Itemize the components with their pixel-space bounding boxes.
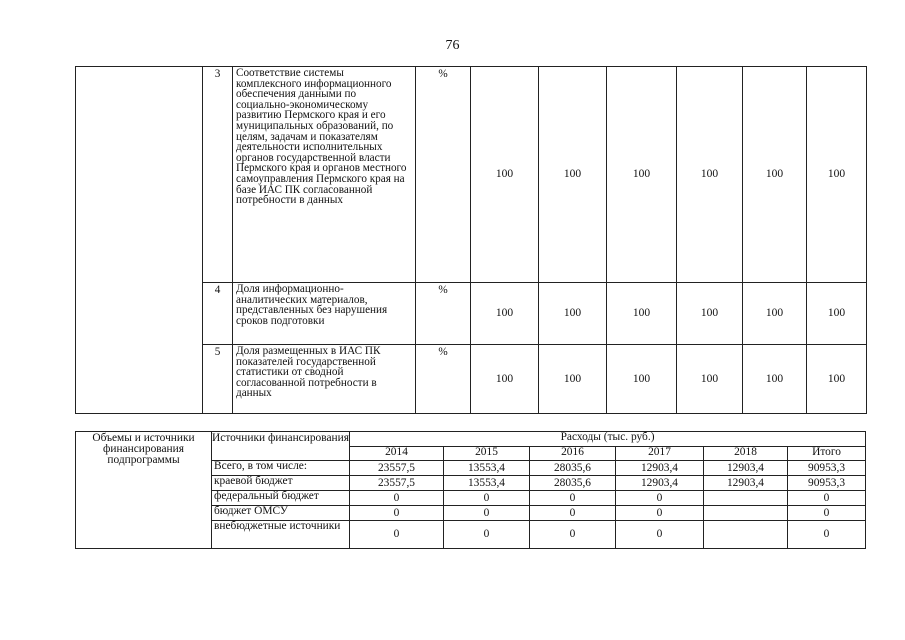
amount-cell: 0 (350, 506, 444, 521)
amount-cell: 0 (788, 491, 866, 506)
indicator-value: 100 (607, 67, 677, 283)
amount-cell: 0 (350, 491, 444, 506)
amount-cell: 12903,4 (616, 476, 704, 491)
amount-cell: 13553,4 (444, 476, 530, 491)
amount-cell: 13553,4 (444, 461, 530, 476)
amount-cell: 0 (350, 521, 444, 549)
amount-cell: 23557,5 (350, 476, 444, 491)
amount-cell: 0 (530, 491, 616, 506)
indicator-value: 100 (539, 283, 607, 345)
indicator-value: 100 (539, 345, 607, 414)
indicator-number: 5 (203, 345, 233, 414)
source-label: краевой бюджет (212, 476, 350, 491)
indicator-value: 100 (743, 283, 807, 345)
expenses-header: Расходы (тыс. руб.) (350, 432, 866, 447)
year-header: 2017 (616, 447, 704, 461)
financing-block-label: Объемы и источники финансирования подпрограммы (76, 432, 212, 549)
indicator-value: 100 (539, 67, 607, 283)
amount-cell: 0 (788, 506, 866, 521)
indicator-value: 100 (677, 283, 743, 345)
year-header: 2015 (444, 447, 530, 461)
indicator-unit: % (416, 283, 471, 345)
indicator-unit: % (416, 67, 471, 283)
indicator-value: 100 (743, 67, 807, 283)
amount-cell: 28035,6 (530, 476, 616, 491)
table-row (76, 67, 867, 283)
amount-cell: 28035,6 (530, 461, 616, 476)
indicator-name: Соответствие системы комплексного информационного обеспечения данными по социально-экономическому развитию Пермского края и его муниципальных образований, по целям, задачам и показателям деятельности исполнительных органов государственной власти Пермского края и органов местного самоуправления Пермского края на базе ИАС ПК согласованной потребности в данных (233, 67, 416, 283)
amount-cell: 0 (530, 506, 616, 521)
indicator-value: 100 (677, 67, 743, 283)
amount-cell: 0 (616, 491, 704, 506)
indicator-value: 100 (743, 345, 807, 414)
amount-cell: 23557,5 (350, 461, 444, 476)
amount-cell: 0 (444, 521, 530, 549)
amount-cell (704, 521, 788, 549)
sources-header: Источники финансирования (212, 432, 350, 461)
indicator-name: Доля информационно-аналитических материалов, представленных без нарушения сроков подготовки (233, 283, 416, 345)
table-row (76, 432, 866, 447)
financing-table (75, 431, 866, 549)
amount-cell: 90953,3 (788, 476, 866, 491)
indicator-table (75, 66, 867, 414)
amount-cell: 90953,3 (788, 461, 866, 476)
indicator-value: 100 (807, 283, 867, 345)
source-label: федеральный бюджет (212, 491, 350, 506)
indicator-value: 100 (471, 283, 539, 345)
amount-cell (704, 506, 788, 521)
amount-cell: 12903,4 (616, 461, 704, 476)
year-header: 2016 (530, 447, 616, 461)
indicator-number: 3 (203, 67, 233, 283)
indicator-number: 4 (203, 283, 233, 345)
page-number: 76 (445, 38, 460, 53)
amount-cell (704, 491, 788, 506)
amount-cell: 0 (616, 506, 704, 521)
merged-empty-cell (76, 67, 203, 414)
indicator-value: 100 (807, 67, 867, 283)
amount-cell: 0 (788, 521, 866, 549)
amount-cell: 0 (444, 506, 530, 521)
source-label: бюджет ОМСУ (212, 506, 350, 521)
indicator-value: 100 (607, 345, 677, 414)
indicator-name: Доля размещенных в ИАС ПК показателей государственной статистики от сводной согласованной потребности в данных (233, 345, 416, 414)
year-header: Итого (788, 447, 866, 461)
amount-cell: 12903,4 (704, 461, 788, 476)
indicator-value: 100 (471, 345, 539, 414)
amount-cell: 0 (616, 521, 704, 549)
amount-cell: 0 (444, 491, 530, 506)
indicator-value: 100 (607, 283, 677, 345)
indicator-value: 100 (677, 345, 743, 414)
source-label: внебюджетные источники (212, 521, 350, 549)
year-header: 2014 (350, 447, 444, 461)
year-header: 2018 (704, 447, 788, 461)
indicator-value: 100 (807, 345, 867, 414)
amount-cell: 0 (530, 521, 616, 549)
indicator-unit: % (416, 345, 471, 414)
amount-cell: 12903,4 (704, 476, 788, 491)
indicator-value: 100 (471, 67, 539, 283)
source-label: Всего, в том числе: (212, 461, 350, 476)
